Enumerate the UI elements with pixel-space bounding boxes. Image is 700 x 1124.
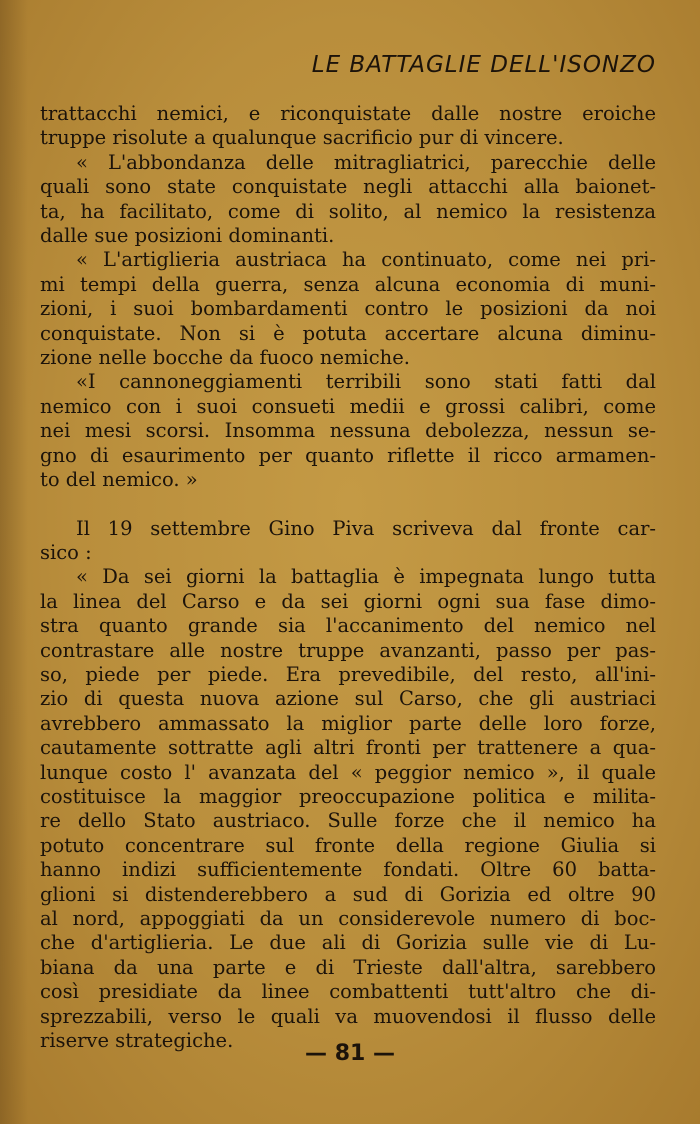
- text-line: Il 19 settembre Gino Piva scriveva dal fronte car-: [76, 516, 656, 540]
- text-line: re dello Stato austriaco. Sulle forze che il nemico ha: [40, 809, 656, 833]
- text-line: « L'artiglieria austriaca ha continuato, come nei pri-: [76, 248, 656, 272]
- text-line: gno di esaurimento per quanto riflette il ricco armamen-: [40, 443, 656, 467]
- running-head: LE BATTAGLIE DELL'ISONZO: [311, 52, 656, 78]
- text-line: trattacchi nemici, e riconquistate dalle nostre eroiche: [40, 102, 656, 125]
- page-number: — 81 —: [305, 1041, 395, 1066]
- text-line: zio di questa nuova azione sul Carso, che gli austriaci: [40, 687, 656, 711]
- text-line: mi tempi della guerra, senza alcuna economia di muni-: [40, 272, 656, 296]
- text-line: cautamente sottratte agli altri fronti per trattenere a qua-: [40, 736, 656, 760]
- text-line: ta, ha facilitato, come di solito, al nemico la resistenza: [40, 199, 656, 223]
- text-line: nei mesi scorsi. Insomma nessuna debolezza, nessun se-: [40, 419, 656, 443]
- text-line: che d'artiglieria. Le due ali di Gorizia sulle vie di Lu-: [40, 931, 656, 955]
- text-line: al nord, appoggiati da un considerevole numero di boc-: [40, 907, 656, 930]
- text-line: stra quanto grande sia l'accanimento del nemico nel: [40, 614, 656, 638]
- text-line: così presidiate da linee combattenti tutt'altro che di-: [40, 980, 656, 1004]
- text-line: lunque costo l' avanzata del « peggior nemico », il quale: [40, 760, 656, 784]
- text-line: to del nemico. »: [40, 468, 198, 492]
- text-line: dalle sue posizioni dominanti.: [40, 224, 335, 248]
- text-line: « Da sei giorni la battaglia è impegnata lungo tutta: [76, 565, 656, 589]
- text-line: sprezzabili, verso le quali va muovendosi il flusso delle: [40, 1004, 656, 1028]
- text-line: potuto concentrare sul fronte della regione Giulia si: [40, 833, 656, 857]
- text-line: glioni si distenderebbero a sud di Gorizia ed oltre 90: [40, 882, 656, 906]
- body-text: [40, 102, 656, 1053]
- text-line: biana da una parte e di Trieste dall'altra, sarebbero: [40, 955, 656, 979]
- text-line: la linea del Carso e da sei giorni ogni sua fase dimo-: [40, 589, 656, 613]
- text-line: contrastare alle nostre truppe avanzanti, passo per pas-: [40, 638, 656, 662]
- text-line: costituisce la maggior preoccupazione politica e milita-: [40, 784, 656, 808]
- paragraph-gap: [40, 493, 656, 517]
- text-line: riserve strategiche.: [40, 1029, 234, 1053]
- text-line: sico :: [40, 540, 92, 564]
- text-line: quali sono state conquistate negli attacchi alla baionet-: [40, 175, 656, 199]
- text-line: zione nelle bocche da fuoco nemiche.: [40, 346, 410, 370]
- text-line: zioni, i suoi bombardamenti contro le posizioni da noi: [40, 297, 656, 321]
- text-line: nemico con i suoi consueti medii e grossi calibri, come: [40, 394, 656, 418]
- text-line: avrebbero ammassato la miglior parte delle loro forze,: [40, 711, 656, 735]
- text-line: « L'abbondanza delle mitragliatrici, parecchie delle: [76, 150, 656, 174]
- text-line: «I cannoneggiamenti terribili sono stati fatti dal: [76, 370, 656, 394]
- text-line: hanno indizi sufficientemente fondati. Oltre 60 batta-: [40, 858, 656, 882]
- text-line: truppe risolute a qualunque sacrificio pur di vincere.: [40, 126, 564, 150]
- text-line: conquistate. Non si è potuta accertare alcuna diminu-: [40, 321, 656, 345]
- text-line: so, piede per piede. Era prevedibile, del resto, all'ini-: [40, 662, 656, 686]
